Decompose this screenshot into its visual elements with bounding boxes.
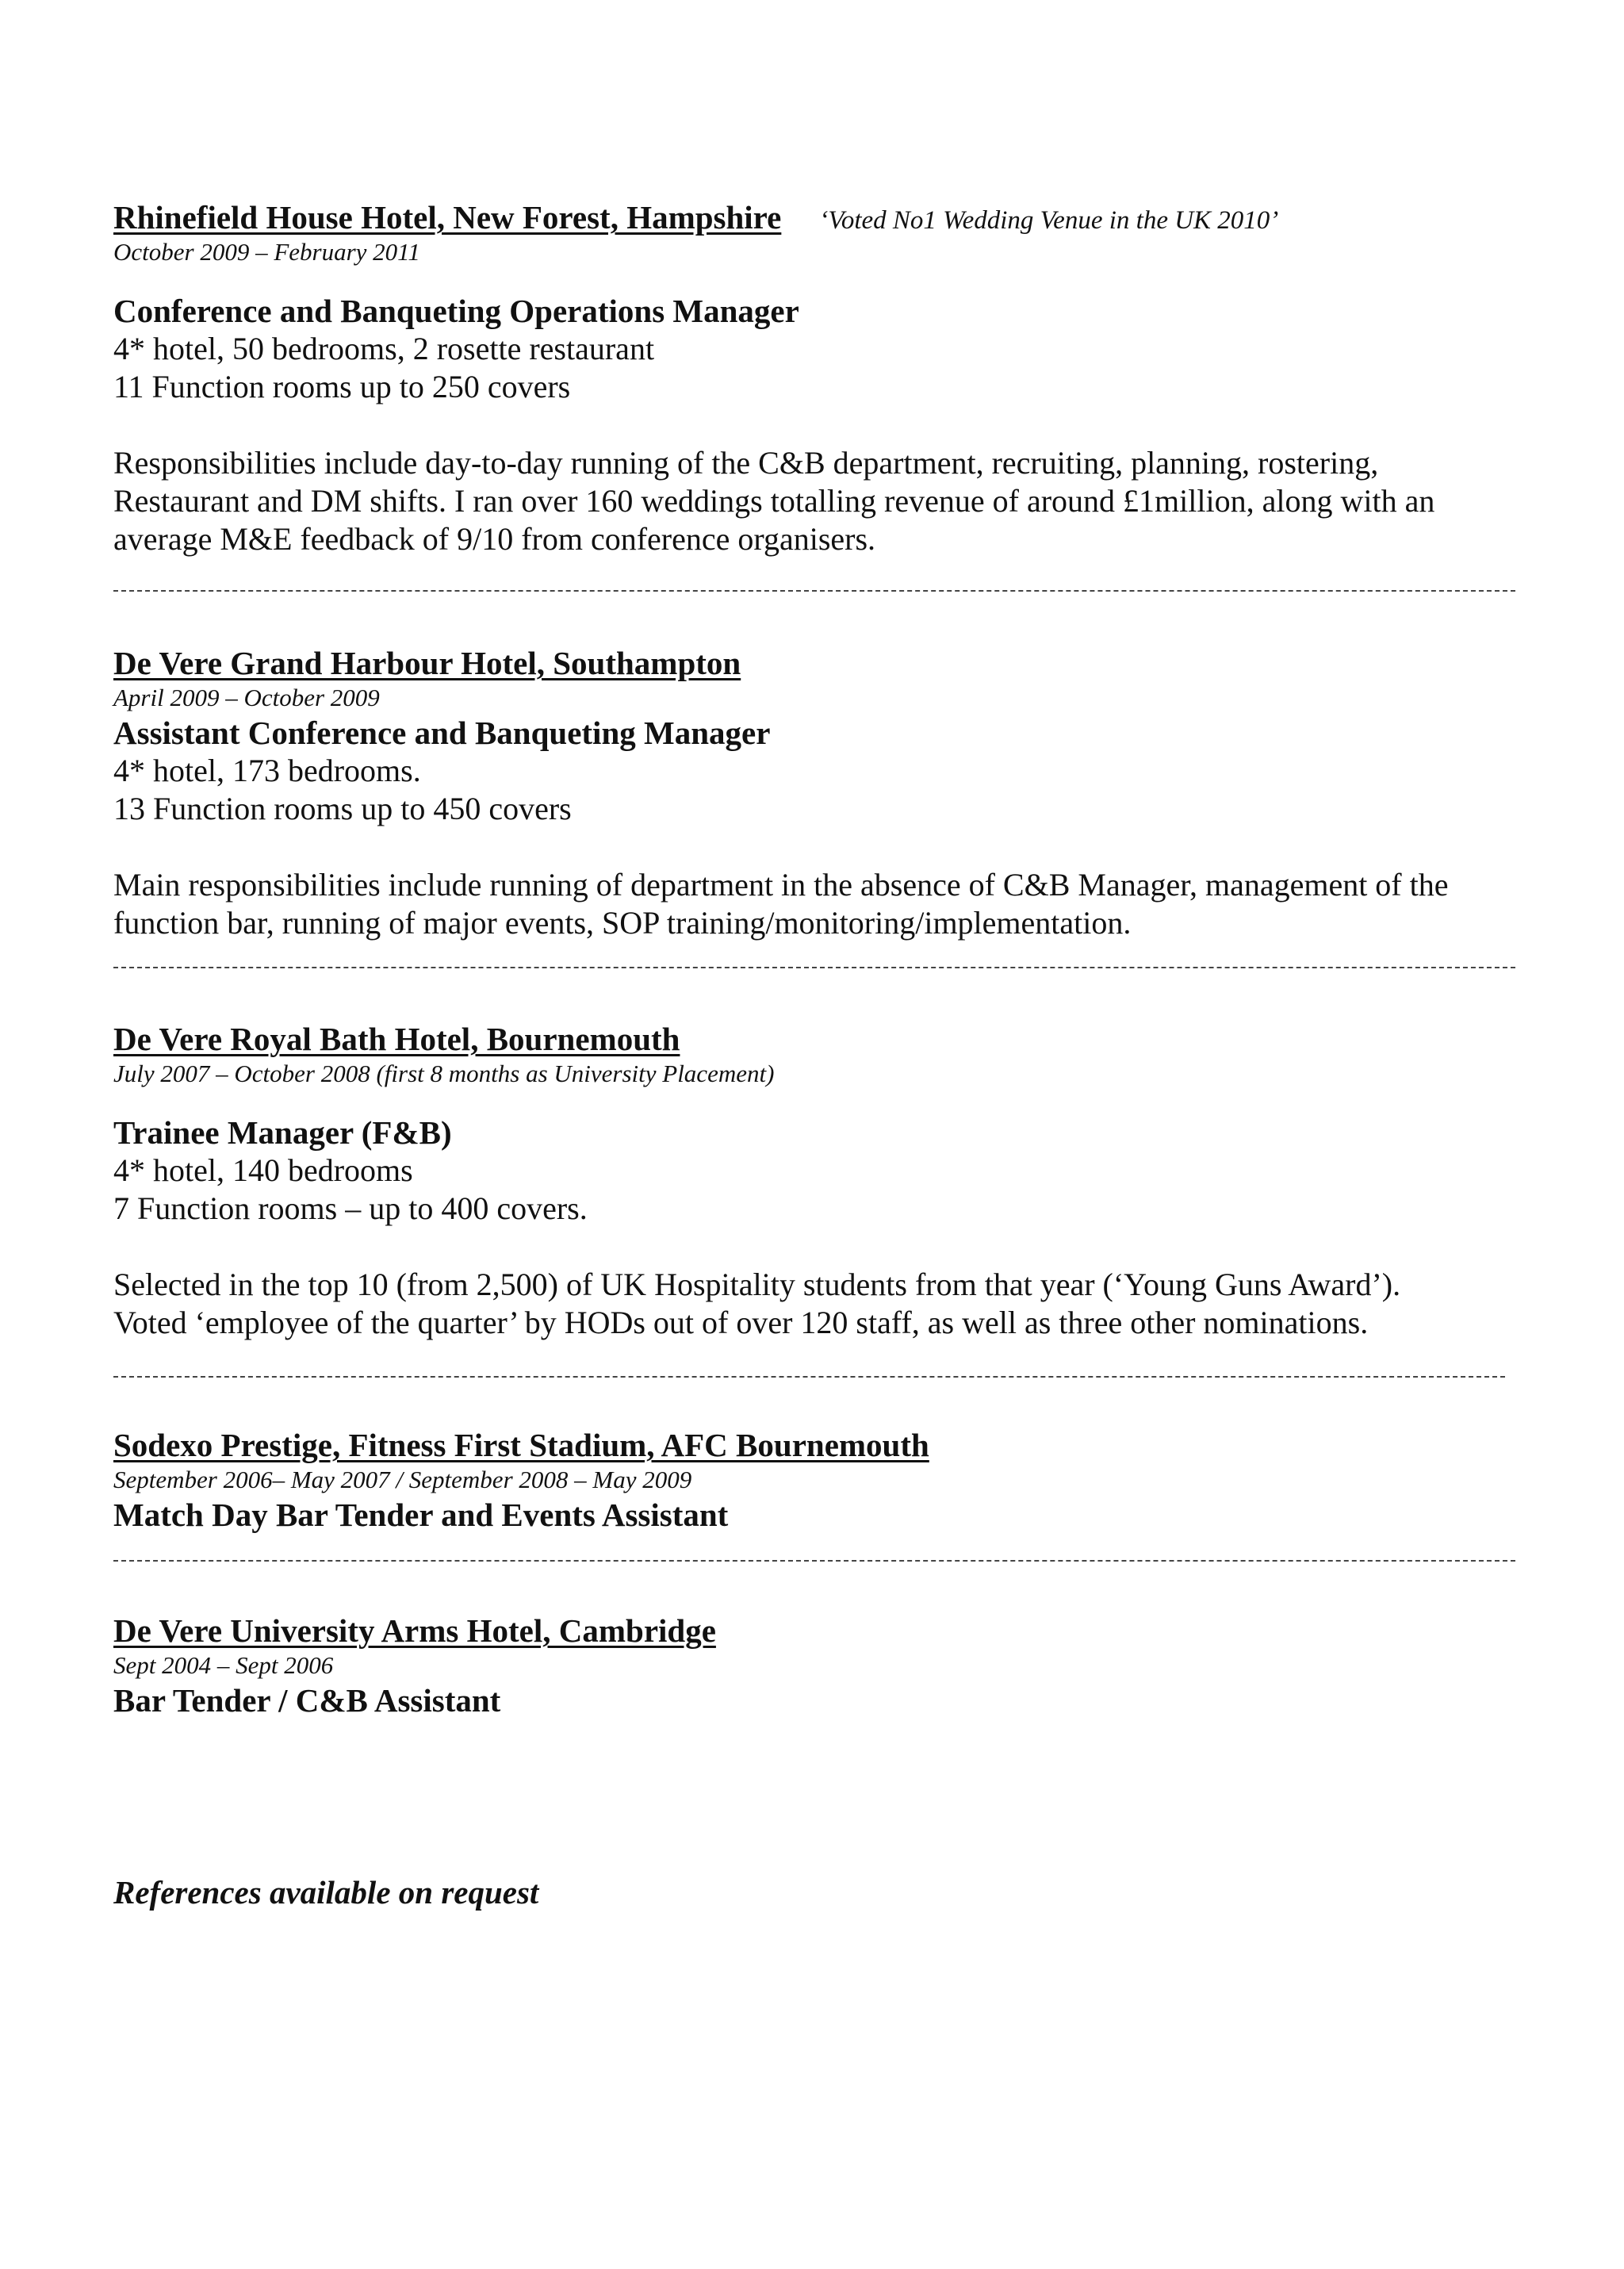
description [113, 1266, 1533, 1342]
employer-name: De Vere University Arms Hotel, Cambridge [113, 1612, 716, 1649]
description-line: Responsibilities include day-to-day running of the C&B department, recruiting, planning, rostering, [113, 445, 1379, 481]
detail-line: 4* hotel, 50 bedrooms, 2 rosette restaurant [113, 331, 655, 366]
employment-entry [113, 1426, 1533, 1534]
employment-dates: July 2007 – October 2008 (first 8 months as University Placement) [113, 1060, 775, 1087]
job-title: Conference and Banqueting Operations Manager [113, 293, 799, 329]
employment-dates: Sept 2004 – Sept 2006 [113, 1651, 334, 1679]
description-line: Main responsibilities include running of department in the absence of C&B Manager, management of the [113, 867, 1449, 903]
employer-name: Sodexo Prestige, Fitness First Stadium, AFC Bournemouth [113, 1427, 929, 1463]
detail-line: 13 Function rooms up to 450 covers [113, 791, 572, 826]
employment-dates: September 2006– May 2007 / September 2008 – May 2009 [113, 1466, 692, 1493]
job-title: Trainee Manager (F&B) [113, 1114, 452, 1151]
employment-entry [113, 1612, 1533, 1719]
employer-name: Rhinefield House Hotel, New Forest, Hampshire [113, 199, 782, 236]
description-line: Voted ‘employee of the quarter’ by HODs out of over 120 staff, as well as three other nominations. [113, 1305, 1369, 1340]
description-line: average M&E feedback of 9/10 from conference organisers. [113, 521, 876, 557]
employment-dates: April 2009 – October 2009 [113, 684, 380, 711]
employer-row [113, 198, 1533, 236]
description [113, 444, 1533, 558]
section-divider [113, 967, 1515, 968]
detail-line: 7 Function rooms – up to 400 covers. [113, 1190, 588, 1226]
employer-name: De Vere Grand Harbour Hotel, Southampton [113, 645, 741, 681]
detail-line: 4* hotel, 173 bedrooms. [113, 753, 421, 788]
job-title: Assistant Conference and Banqueting Manager [113, 715, 771, 751]
section-divider [113, 1376, 1505, 1378]
description-line: Selected in the top 10 (from 2,500) of UK Hospitality students from that year (‘Young Guns Award’). [113, 1267, 1401, 1302]
description-line: Restaurant and DM shifts. I ran over 160 weddings totalling revenue of around £1million, along with an [113, 483, 1435, 519]
section-divider [113, 590, 1515, 592]
employment-entry [113, 1020, 1533, 1342]
detail-line: 11 Function rooms up to 250 covers [113, 369, 571, 404]
employer-name: De Vere Royal Bath Hotel, Bournemouth [113, 1021, 680, 1057]
employment-entry [113, 198, 1533, 558]
description [113, 866, 1533, 942]
accolade: ‘Voted No1 Wedding Venue in the UK 2010’ [819, 206, 1279, 235]
job-title: Match Day Bar Tender and Events Assistant [113, 1497, 729, 1533]
section-divider [113, 1560, 1515, 1562]
employment-dates: October 2009 – February 2011 [113, 238, 420, 266]
job-title: Bar Tender / C&B Assistant [113, 1682, 501, 1719]
references-note: References available on request [113, 1874, 539, 1911]
employment-entry [113, 644, 1533, 942]
description-line: function bar, running of major events, SOP training/monitoring/implementation. [113, 905, 1132, 941]
detail-line: 4* hotel, 140 bedrooms [113, 1152, 413, 1188]
